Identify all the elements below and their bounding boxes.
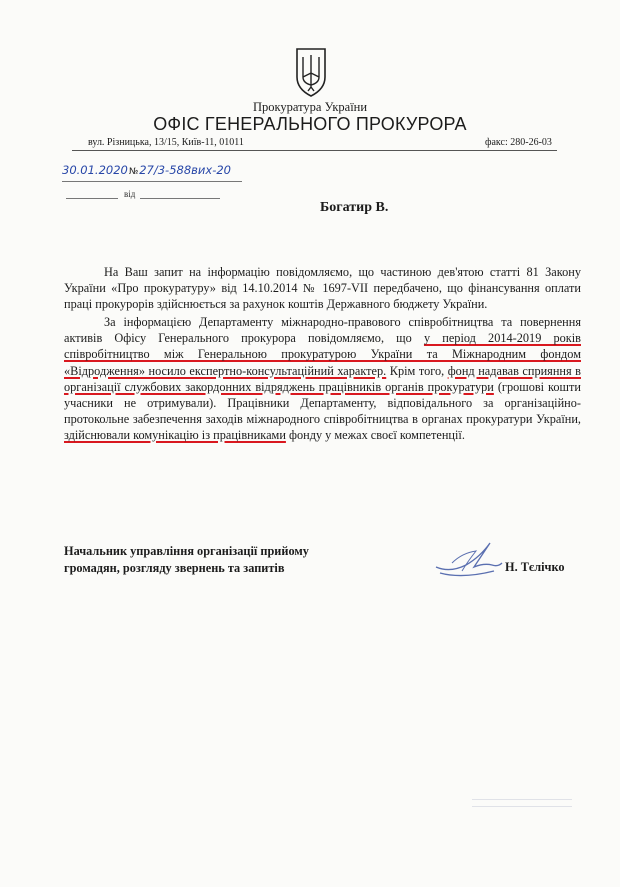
organization-address: вул. Різницька, 13/15, Київ-11, 01011 — [88, 137, 244, 148]
header-divider — [72, 150, 557, 151]
faint-registration-stamp — [472, 796, 572, 807]
underlined-cooperation-period: у період 2014-2019 років співробітництво між Генеральною прокуратурою України та Міжнародним фондом «Відродження» носило експертно-консультаційний характер. — [64, 331, 581, 378]
paragraph-2-text-a: За інформацією Департаменту міжнародно-правового співробітництва та повернення активів Офісу Генерального прокурора повідомляємо, що — [64, 315, 581, 346]
paragraph-1: На Ваш запит на інформацію повідомляємо, що частиною дев'ятою статті 81 Закону України «Про прокуратуру» від 14.10.2014 № 1697-VII передбачено, що фінансування оплати праці прокурорів здійснюється за рахунок коштів Державного бюджету України. — [64, 265, 581, 312]
number-sign: № — [128, 167, 139, 177]
trident-coat-of-arms-icon — [291, 43, 331, 99]
paragraph-2-text-b: Крім того, — [386, 363, 448, 378]
reference-date: 30.01.2020 — [62, 163, 128, 177]
signatory-title-line-2: громадян, розгляду звернень та запитів — [64, 561, 285, 575]
outgoing-reference — [62, 163, 231, 177]
paragraph-2-text-d: фонду у межах своєї компетенції. — [285, 427, 465, 442]
incoming-from-label: від — [124, 189, 136, 199]
underlined-fund-assistance: фонд надавав сприяння в організації службових закордонних відряджень працівників органів прокуратури — [64, 363, 581, 394]
organization-subtitle: Прокуратура України — [252, 100, 368, 114]
organization-fax: факс: 280-26-03 — [485, 137, 552, 148]
organization-title: ОФІС ГЕНЕРАЛЬНОГО ПРОКУРОРА — [153, 114, 467, 134]
paragraph-2 — [64, 314, 581, 443]
signatory-title — [64, 543, 309, 577]
letter-body — [64, 264, 581, 443]
underlined-communication: здійснювали комунікацію із працівниками — [64, 427, 286, 442]
incoming-number-line — [66, 198, 118, 199]
reference-line — [62, 181, 242, 183]
signatory-name: Н. Тєлічко — [505, 560, 565, 574]
signatory-title-line-1: Начальник управління організації прийому — [64, 544, 309, 558]
reference-number: 27/3-588вих-20 — [139, 163, 231, 177]
handwritten-signature — [432, 533, 506, 583]
incoming-date-line — [140, 198, 220, 199]
paragraph-2-text-c: (грошові кошти учасники не отримували). Працівники Департаменту, відповідального за організаційно-протокольне забезпечення заходів міжнародного співробітництва в органах прокуратури України, — [64, 379, 581, 426]
recipient-name: Богатир В. — [320, 200, 389, 215]
